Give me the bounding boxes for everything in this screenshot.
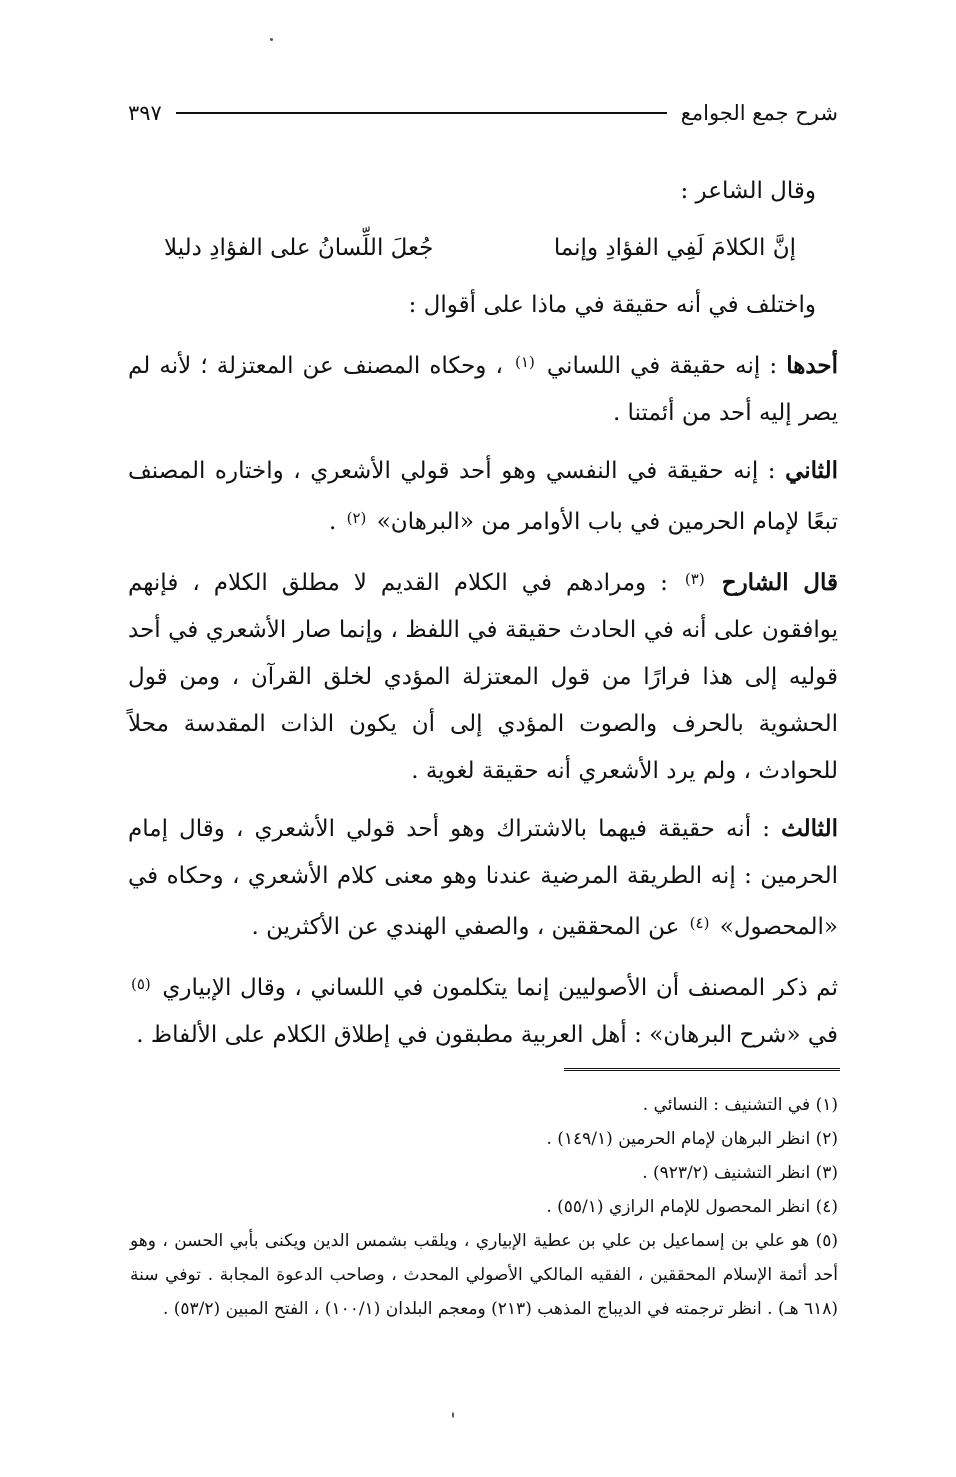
first-opinion-heading: أحدها — [786, 352, 839, 379]
footnote-2: (٢) انظر البرهان لإمام الحرمين (١٤٩/١) . — [546, 1129, 838, 1149]
footnote-ref-1[interactable]: (١) — [515, 353, 535, 371]
second-opinion-text-a: : إنه حقيقة في النفسي وهو أحد قولي الأشعري ، واختاره المصنف تبعًا لإمام الحرمين في باب الأوامر من «البرهان» — [128, 458, 838, 535]
verse-line — [128, 225, 838, 272]
footnote-separator — [564, 1068, 840, 1071]
first-opinion-text-b: ، وحكاه المصنف عن المعتزلة ؛ لأنه لم يصر إليه أحد من أئمتنا . — [128, 353, 838, 426]
footnote-1: (١) في التشنيف : النسائي . — [642, 1095, 838, 1115]
footnote-ref-3[interactable]: (٣) — [684, 570, 705, 588]
paragraph-first-opinion — [128, 339, 838, 437]
header-rule — [176, 112, 667, 114]
verse-second-hemistich: جُعلَ اللِّسانُ على الفؤادِ دليلا — [164, 235, 434, 261]
poet-intro: وقال الشاعر : — [680, 178, 816, 204]
paragraph-closing — [128, 961, 838, 1059]
closing-text-b: في «شرح البرهان» : أهل العربية مطبقون في إطلاق الكلام على الألفاظ . — [136, 1022, 838, 1048]
footnote-4: (٤) انظر المحصول للإمام الرازي (٥٥/١) . — [546, 1197, 838, 1217]
third-opinion-text-a: : أنه حقيقة فيهما بالاشتراك وهو أحد قولي الأشعري ، وقال إمام الحرمين : إنه الطريقة المرضية عندنا وهو معنى كلام الأشعري ، وحكاه في «المحصول» — [128, 816, 838, 940]
third-opinion-text-b: عن المحققين ، والصفي الهندي عن الأكثرين . — [251, 914, 680, 940]
second-opinion-text-b: . — [329, 509, 337, 535]
paragraph-commentator — [128, 556, 838, 795]
closing-text-a: ثم ذكر المصنف أن الأصوليين إنما يتكلمون في اللساني ، وقال الإبياري — [162, 975, 839, 1001]
paragraph-second-opinion — [128, 447, 838, 546]
main-text — [128, 168, 838, 1069]
scan-speck — [452, 1412, 454, 1418]
first-opinion-text-a: : إنه حقيقة في اللساني — [546, 353, 778, 379]
commentator-heading: قال الشارح — [721, 569, 839, 596]
footnote-ref-4[interactable]: (٤) — [689, 914, 710, 932]
footnote-5: (٥) هو علي بن إسماعيل بن علي بن عطية الإبياري ، ويلقب بشمس الدين ويكنى بأبي الحسن ، وهو أحد أئمة الإسلام المحققين ، الفقيه المالكي الأصولي المحدث ، وصاحب الدعوة المجابة . توفي سنة (٦١٨ هـ) . انظر ترجمته في الديباج المذهب (٢١٣) ومعجم البلدان (١٠٠/١) ، الفتح المبين (٥٣/٢) . — [130, 1231, 838, 1319]
scan-speck — [270, 38, 273, 41]
commentator-text: : ومرادهم في الكلام القديم لا مطلق الكلام ، فإنهم يوافقون على أنه في الحادث حقيقة في اللفظ ، وإنما صار الأشعري في أحد قوليه إلى هذا فرارًا من قول المعتزلة المؤدي لخلق القرآن ، ومن قول الحشوية بالحرف والصوت المؤدي إلى أن يكون الذات المقدسة محلاً للحوادث ، ولم يرد الأشعري أنه حقيقة لغوية . — [128, 570, 838, 784]
footnote-3: (٣) انظر التشنيف (٩٢٣/٢) . — [642, 1163, 838, 1183]
footnote-ref-2[interactable]: (٢) — [346, 509, 367, 527]
paragraph-third-opinion — [128, 805, 838, 951]
footnotes — [130, 1088, 838, 1326]
third-opinion-heading: الثالث — [781, 815, 839, 842]
footnote-ref-5[interactable]: (٥) — [131, 975, 151, 993]
verse-first-hemistich: إنَّ الكلامَ لَفِي الفؤادِ وإنما — [553, 235, 796, 261]
running-title: شرح جمع الجوامع — [680, 101, 838, 125]
second-opinion-heading: الثاني — [785, 457, 838, 484]
page-number: ٣٩٧ — [128, 101, 162, 125]
paragraph-opinions: واختلف في أنه حقيقة في ماذا على أقوال : — [408, 292, 816, 318]
running-header — [128, 96, 838, 130]
